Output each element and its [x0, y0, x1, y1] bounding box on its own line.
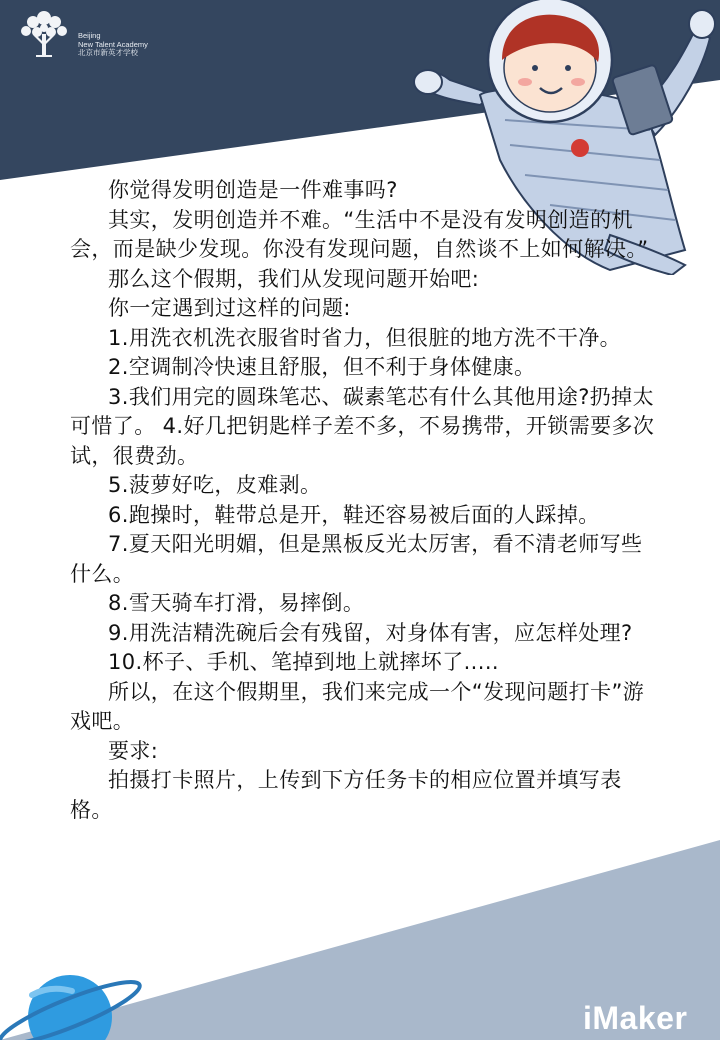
list-item: 10.杯子、手机、笔掉到地上就摔坏了..... [108, 650, 499, 674]
logo-line-1: Beijing [78, 31, 101, 40]
planet-illustration [0, 955, 150, 1040]
list-item: 6.跑操时，鞋带总是开，鞋还容易被后面的人踩掉。 [108, 502, 600, 527]
paragraph-problems-intro: 你一定遇到过这样的问题: [108, 296, 351, 320]
paragraph-holiday-start: 那么这个假期，我们从发现问题开始吧: [108, 266, 480, 291]
list-item: 2.空调制冷快速且舒服，但不利于身体健康。 [108, 355, 536, 379]
paragraph-game-invite: 所以，在这个假期里，我们来完成一个“发现问题打卡”游戏吧。 [70, 679, 645, 733]
logo-line-2: New Talent Academy [78, 39, 148, 49]
list-item: 1.用洗衣机洗衣服省时省力，但很脏的地方洗不干净。 [108, 325, 622, 350]
paragraph-requirements: 拍摄打卡照片，上传到下方任务卡的相应位置并填写表格。 [70, 768, 622, 822]
paragraph-requirements-label: 要求: [108, 738, 159, 763]
brand-watermark: iMaker [583, 1000, 688, 1036]
list-item: 3.我们用完的圆珠笔芯、碳素笔芯有什么其他用途?扔掉太可惜了。 4.好几把钥匙样子差不多，不易携带，开锁需要多次试，很费劲。 [70, 384, 655, 468]
tree-icon [16, 6, 72, 62]
article-body [70, 176, 660, 825]
list-item: 7.夏天阳光明媚，但是黑板反光太厉害，看不清老师写些什么。 [70, 532, 643, 586]
list-item: 8.雪天骑车打滑，易摔倒。 [108, 591, 365, 615]
paragraph-intro-question: 你觉得发明创造是一件难事吗? [108, 178, 398, 202]
list-item: 9.用洗洁精洗碗后会有残留，对身体有害，应怎样处理? [108, 620, 633, 645]
paragraph-invention-quote: 其实，发明创造并不难。“生活中不是没有发明创造的机会，而是缺少发现。你没有发现问题，自然谈不上如何解决。” [70, 207, 649, 261]
logo-line-3: 北京市新英才学校 [78, 48, 138, 57]
school-logo [16, 6, 186, 66]
list-item: 5.菠萝好吃，皮难剥。 [108, 473, 322, 497]
